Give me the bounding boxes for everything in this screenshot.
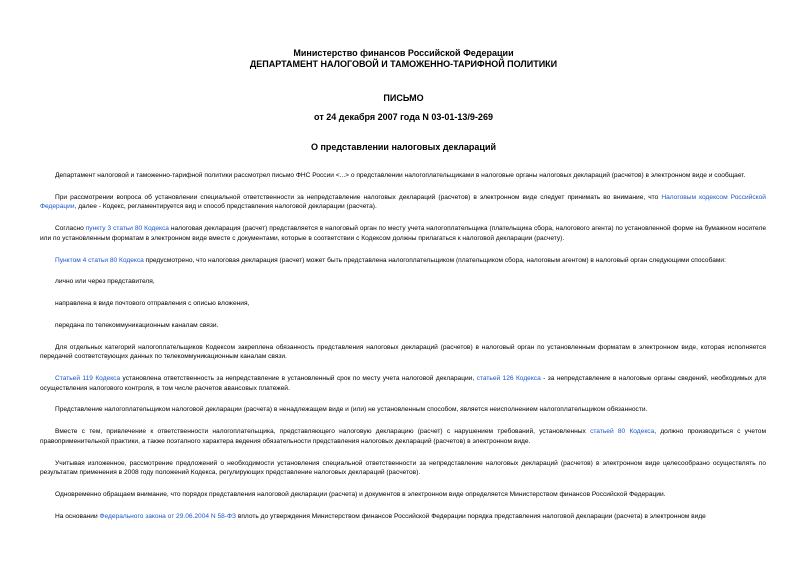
paragraph-text: установлена ответственность за непредставление в установленный срок по месту учета налоговой декларации, [120,375,477,383]
paragraph-articles-119-126 [40,374,766,393]
paragraph-text: На основании [55,512,100,520]
link-article-119[interactable]: Статьей 119 Кодекса [55,375,121,383]
paragraph-article-80-3 [40,224,766,243]
link-article-80[interactable]: статьей 80 Кодекса [590,428,655,436]
list-item-in-person: лично или через представителя, [55,278,155,286]
link-article-126[interactable]: статьей 126 Кодекса [476,375,541,383]
paragraph-text: Вместе с тем, привлечение к ответственности налогоплательщика, представляющего налоговую декларацию (расчет) с нарушением требований, установленных [55,428,591,436]
paragraph-non-fulfillment: Представление налогоплательщиком налоговой декларации (расчета) в ненадлежащем виде и (или) не установленным способом, является неисполнением налогоплательщиком обязанности. [55,406,648,414]
department-title: ДЕПАРТАМЕНТ НАЛОГОВОЙ И ТАМОЖЕННО-ТАРИФНОЙ ПОЛИТИКИ [249,59,558,69]
paragraph-federal-law [40,512,766,522]
link-tax-code[interactable]: Налоговым кодексом Российской Федерации [40,193,766,211]
list-item-telecom: передана по телекоммуникационным каналам связи. [55,321,219,329]
paragraph-text: вплоть до утверждения Министерством финансов Российской Федерации порядка представления налоговой декларации (расчета) в электронном виде [236,512,706,520]
document-date-number: от 24 декабря 2007 года N 03-01-13/9-269 [314,112,493,122]
link-article-80-point-4[interactable]: Пунктом 4 статьи 80 Кодекса [55,256,144,264]
ministry-title: Министерство финансов Российской Федерации [293,48,514,58]
letter-body [40,171,766,534]
paragraph-conclusion: Учитывая изложенное, рассмотрение предложений о необходимости установления специальной ответственности за непредставление налоговых деклараций (расчетов) в электронном виде целесообразно осуществлять по результатам применения в 2008 году положений Кодекса, регулирующих представление налоговых деклараций (расчетов). [40,459,766,477]
list-item-by-mail: направлена в виде почтового отправления с описью вложения, [55,300,250,308]
paragraph-text: При рассмотрении вопроса об установлении специальной ответственности за непредставление налоговых деклараций (расчетов) в электронном виде следует принимать во внимание, что [55,193,662,201]
paragraph-text: , далее - Кодекс, регламентируется вид и способ представления налоговой декларации (расчета). [74,203,377,211]
paragraph-text: Согласно [55,225,86,233]
paragraph-ministry-procedure: Одновременно обращаем внимание, что порядок представления налоговой декларации (расчета) и документов в электронном виде определяется Министерством финансов Российской Федерации. [55,490,666,498]
link-federal-law-58[interactable]: Федерального закона от 29.06.2004 N 58-ФЗ [99,512,237,520]
document-subject: О представлении налоговых деклараций [310,142,497,152]
paragraph-liability [40,427,766,446]
paragraph-tax-code [40,193,766,212]
paragraph-intro: Департамент налоговой и таможенно-тарифной политики рассмотрел письмо ФНС России <...> о представлении налогоплательщиками в налоговые органы налоговых деклараций (расчетов) в электронном виде и сообщает. [55,172,746,179]
paragraph-text: налоговая декларация (расчет) представляется в налоговый орган по месту учета налогоплательщика (плательщика сбора, налогового агента) по установленной форме на бумажном носителе или по установленным форматам в электронном виде вместе с документами, которые в соответствии с Кодексом должны прилагаться к налоговой декларации (расчету). [40,225,766,242]
paragraph-electronic-obligation: Для отдельных категорий налогоплательщиков Кодексом закреплена обязанность представления налоговых деклараций (расчетов) в налоговый орган по установленным форматам в электронном виде, которая исполняется передачей соответствующих данных по телекоммуникационным каналам связи. [40,343,766,361]
paragraph-text: , должно производиться с учетом правоприменительной практики, а также поэтапного характера ведения обязательности представления налоговых деклараций (расчетов) в электронном виде. [40,428,767,445]
paragraph-text: - за непредставление в налоговые органы сведений, необходимых для осуществления налогового контроля, в том числе расчетов авансовых платежей. [40,375,767,392]
paragraph-article-80-4 [40,256,766,266]
document-type: ПИСЬМО [383,93,424,103]
paragraph-text: предусмотрено, что налоговая декларация (расчет) может быть представлена налогоплательщиком (плательщиком сбора, налоговым агентом) в налоговый орган следующими способами: [143,256,726,264]
link-article-80-point-3[interactable]: пункту 3 статьи 80 Кодекса [85,225,169,233]
